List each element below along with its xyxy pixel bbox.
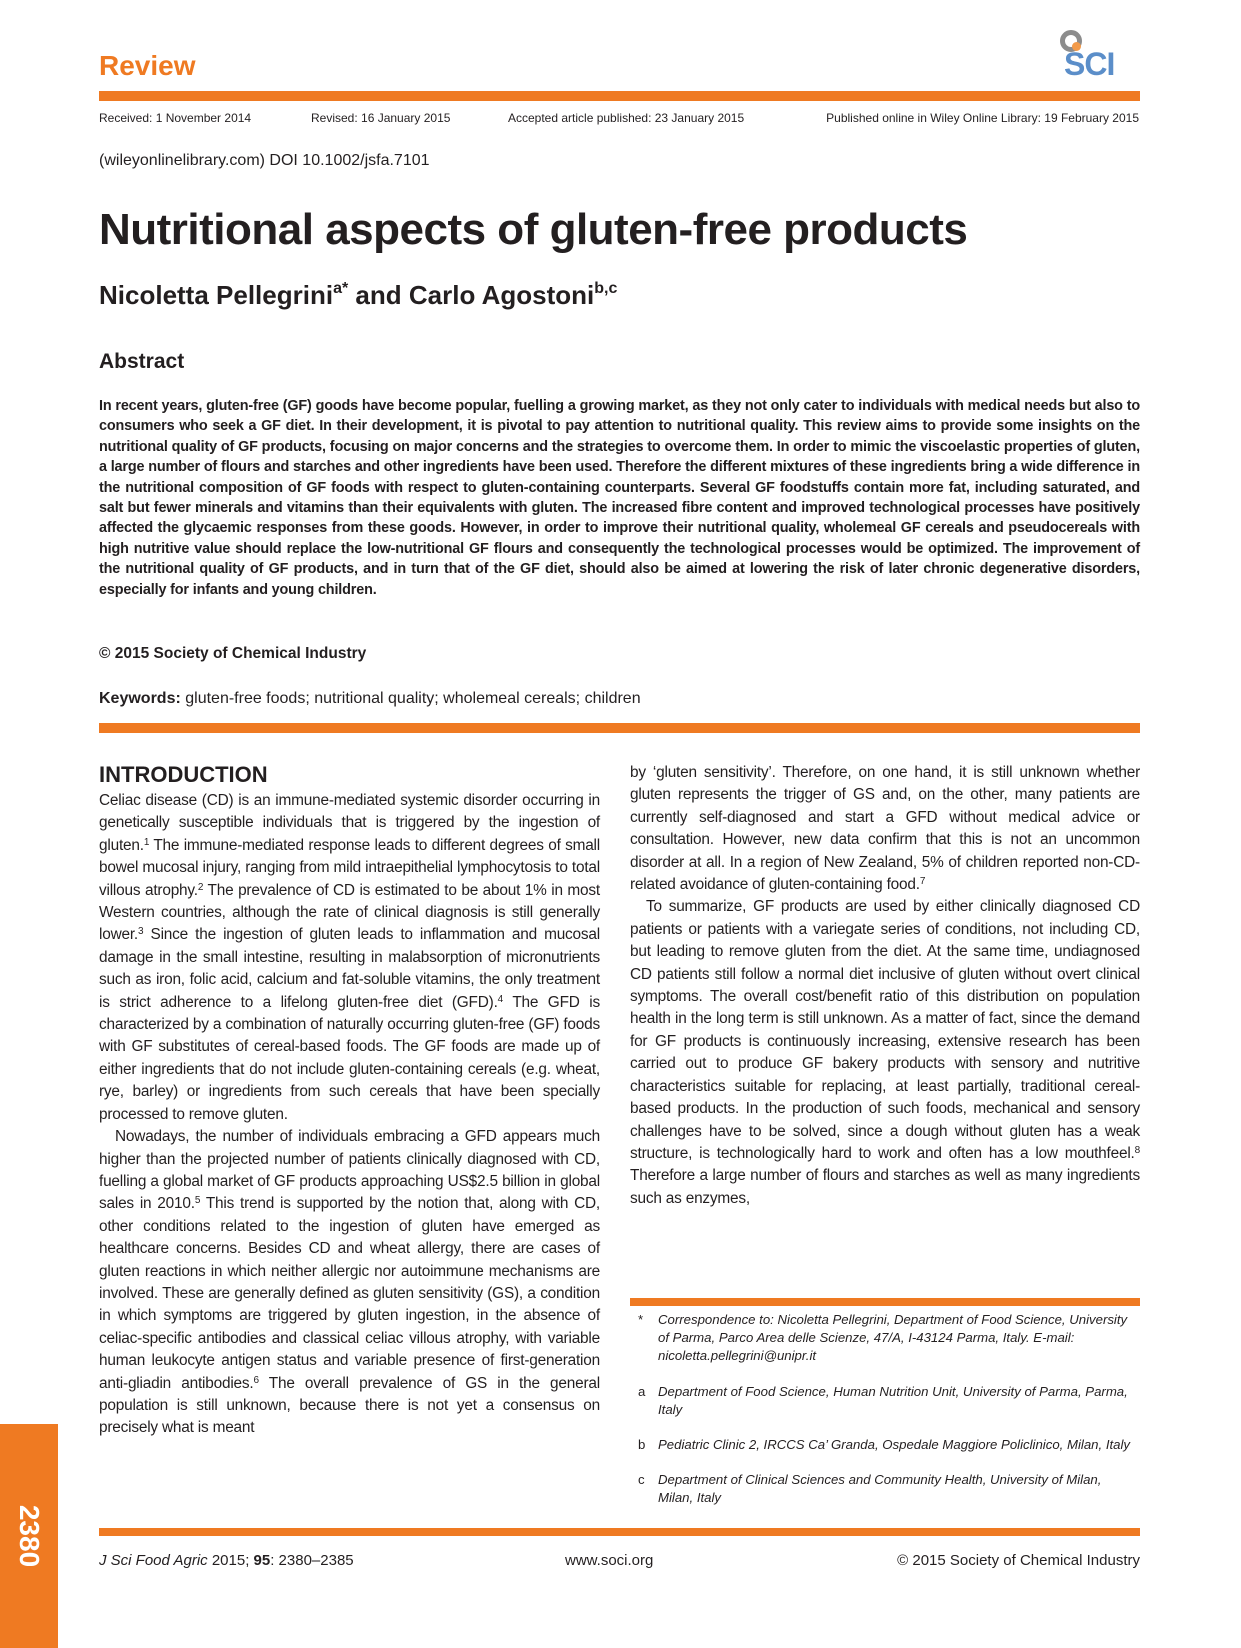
affiliation-footnote-b [630,1436,1140,1454]
section-rule [99,723,1140,733]
journal-name: J Sci Food Agric [99,1552,208,1569]
citation-ref: 8 [1134,1144,1140,1156]
footnote-text: Department of Clinical Sciences and Community Health, University of Milan, Milan, Italy [658,1472,1102,1505]
footnote-text: Correspondence to: Nicoletta Pellegrini, Department of Food Science, University of Parma, Parco Area delle Scienze, 47/A, I-43124 Parma, Italy. E-mail: nicoletta.pellegrini@unipr.it [658,1312,1128,1363]
citation-ref: 7 [919,876,926,888]
author-separator: and [348,280,409,310]
paragraph: by ‘gluten sensitivity’. Therefore, on one hand, it is still unknown whether gluten represents the trigger of GS and, on the other, many patients are currently self-diagnosed and start a GFD without medical advice or consultation. However, new data confirm that this is not an uncommon disorder at all. In a region of New Zealand, 5% of children reported non-CD-related avoidance of gluten-containing food.$^7$ [630,764,1140,894]
citation-ref: 4 [497,993,504,1005]
page-number: 2380 [14,1504,45,1568]
affiliation-footnote-c [630,1471,1140,1507]
footnote-text: Pediatric Clinic 2, IRCCS Ca’ Granda, Ospedale Maggiore Policlinico, Milan, Italy [658,1437,1131,1452]
left-column [99,790,600,1440]
journal-citation: J Sci Food Agric 2015; 95: 2380–2385 [99,1552,354,1569]
citation-ref: 1 [143,836,150,848]
paragraph: To summarize, GF products are used by either clinically diagnosed CD patients or patients with a variegate series of conditions, not including CD, but leading to remove gluten from the diet. At the same time, undiagnosed CD patients still follow a normal diet inclusive of gluten without overt clinical symptoms. The overall cost/benefit ratio of this distribution on population health in the long term is still unknown. As a matter of fact, since the demand for GF products is continuously increasing, extensive research has been carried out to produce GF bakery products with sensory and nutritive characteristics suitable for replacing, at least partially, traditional cereal-based products. In the production of such foods, mechanical and sensory challenges have to be solved, since a dough without gluten has a weak structure, is technologically hard to work and often has a low mouthfeel.$^8$ Therefore a large number of flours and starches as well as many ingredients such as enzymes, [630,898,1140,1207]
abstract-heading: Abstract [99,350,185,373]
paragraph: Nowadays, the number of individuals embracing a GFD appears much higher than the projected number of patients clinically diagnosed with CD, fuelling a global market of GF products approaching US$2.5 billion in global sales in 2010.$^5$ This trend is supported by the notion that, along with CD, other conditions related to the ingestion of gluten have emerged as healthcare concerns. Besides CD and wheat allergy, there are cases of gluten reactions in which neither allergic nor autoimmune mechanisms are involved. These are generally defined as gluten sensitivity (GS), a condition in which symptoms are triggered by gluten ingestion, in the absence of celiac-specific antibodies and classical celiac villous atrophy, with variable human leukocyte antigen status and variable presence of first-generation anti-gliadin antibodies.$^6$ The overall prevalence of GS in the general population is still unknown, because there is not yet a consensus on precisely what is meant [99,1128,600,1437]
footer-copyright: © 2015 Society of Chemical Industry [897,1552,1140,1569]
footnote-text: Department of Food Science, Human Nutrition Unit, University of Parma, Parma, Italy [658,1384,1128,1417]
introduction-heading: INTRODUCTION [99,762,268,787]
citation-ref: 2 [197,881,204,893]
footnote-mark: a [638,1384,646,1399]
logo-text: SCI [1064,46,1115,82]
abstract-text: In recent years, gluten-free (GF) goods have become popular, fuelling a growing market, as they not only cater to individuals with medical needs but also to consumers who seek a GF diet. In their development, it is pivotal to pay attention to nutritional quality. This review aims to provide some insights on the nutritional quality of GF products, focusing on major concerns and the strategies to overcome them. In order to mimic the viscoelastic properties of gluten, a large number of flours and starches and other ingredients have been used. Therefore the different mixtures of these ingredients bring a wide difference in the nutritional composition of GF foods with respect to gluten-containing counterparts. Several GF foodstuffs contain more fat, including saturated, and salt but fewer minerals and vitamins than their equivalents with gluten. The increased fibre content and improved technological processes have positively affected the glycaemic responses from these goods. However, in order to improve their nutritional quality, wholemeal GF cereals and pseudocereals with high nutritive value should replace the low-nutritional GF flours and consequently the technological processes would be optimized. The improvement of the nutritional quality of GF products, and in turn that of the GF diet, should also be aimed at lowering the risk of later chronic degenerative disorders, especially for infants and young children. [99,398,1140,598]
footer-rule [99,1528,1140,1536]
citation-ref: 3 [138,926,144,938]
section-label: Review [99,50,196,81]
footnote-mark: * [638,1312,644,1327]
citation-ref: 5 [194,1195,201,1207]
keywords-label: Keywords: [99,690,181,707]
received-date: Received: 1 November 2014 [99,111,252,125]
revised-date: Revised: 16 January 2015 [311,111,451,125]
footnote-rule [630,1298,1140,1306]
accepted-date: Accepted article published: 23 January 2015 [508,111,745,125]
page-number-tab [0,1424,58,1648]
right-column [630,762,1140,1210]
publisher-url[interactable]: www.soci.org [565,1552,654,1569]
footnote-mark: c [638,1472,645,1487]
author-affiliation-mark: a* [333,280,349,297]
header-rule [99,91,1140,101]
affiliation-footnote-a [630,1383,1140,1419]
doi-line: (wileyonlinelibrary.com) DOI 10.1002/jsfa.7101 [99,152,430,169]
paragraph: Celiac disease (CD) is an immune-mediated systemic disorder occurring in genetically susceptible individuals that is triggered by the ingestion of gluten.$^1$ The immune-mediated response leads to different degrees of small bowel mucosal injury, ranging from mild intraepithelial lymphocytosis to total villous atrophy.$^2$ The prevalence of CD is estimated to be about 1% in most Western countries, although the rate of clinical diagnosis is still generally lower.$^3$ Since the ingestion of gluten leads to inflammation and mucosal damage in the small intestine, resulting in malabsorption of micronutrients such as iron, folic acid, calcium and fat-soluble vitamins, the only treatment is strict adherence to a lifelong gluten-free diet (GFD).$^4$ The GFD is characterized by a combination of naturally occurring gluten-free (GF) foods with GF substitutes of cereal-based foods. The GF foods are made up of either ingredients that do not include gluten-containing cereals (e.g. wheat, rye, barley) or ingredients from such cereals that have been specially processed to remove gluten. [99,792,600,1123]
article-title: Nutritional aspects of gluten-free products [99,205,968,254]
footnote-mark: b [638,1437,646,1452]
author-line [99,280,617,311]
author-affiliation-mark: b,c [594,280,618,297]
author-name: Nicoletta Pellegrini [99,280,334,310]
correspondence-footnote [630,1311,1140,1365]
keywords-text: gluten-free foods; nutritional quality; wholemeal cereals; children [180,690,641,707]
published-date: Published online in Wiley Online Library: 19 February 2015 [826,111,1139,125]
abstract-copyright: © 2015 Society of Chemical Industry [99,645,367,662]
author-name: Carlo Agostoni [408,280,595,310]
citation-ref: 6 [253,1374,259,1386]
keywords [99,690,641,708]
journal-volume: 95 [253,1552,271,1569]
sci-logo [1060,28,1140,84]
